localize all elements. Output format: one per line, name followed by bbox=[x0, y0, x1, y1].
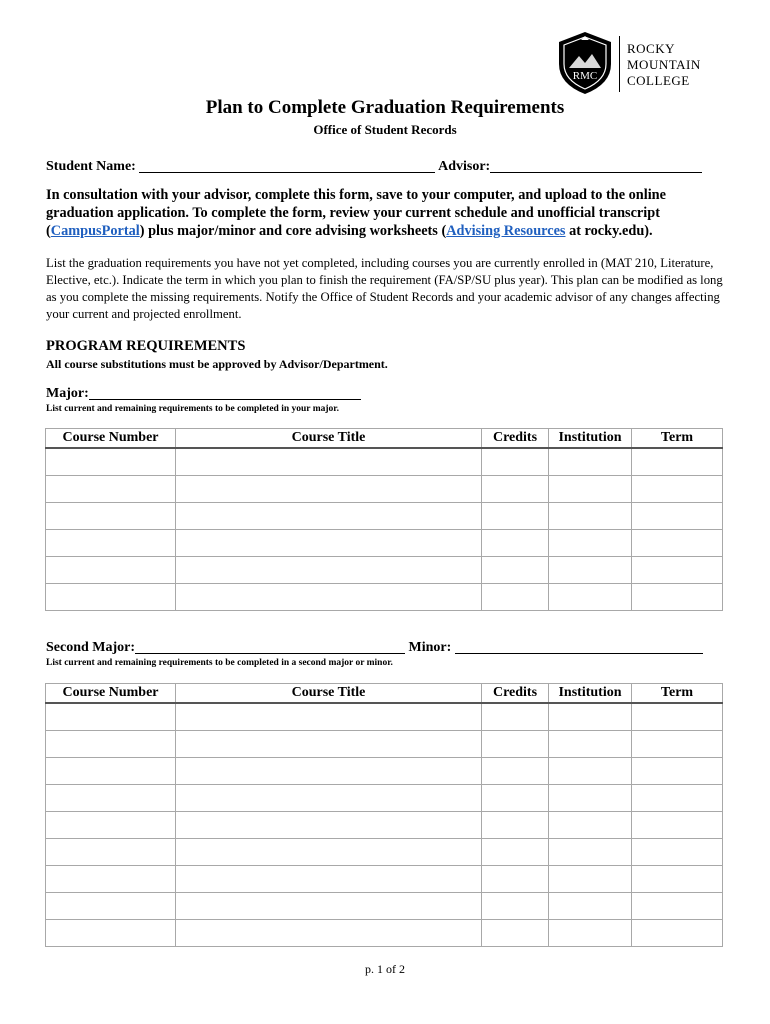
cell-credits[interactable] bbox=[482, 476, 549, 503]
cell-term[interactable] bbox=[632, 839, 723, 866]
table-header-row bbox=[46, 684, 723, 704]
program-requirements-heading: PROGRAM REQUIREMENTS bbox=[46, 338, 246, 354]
svg-text:RMC: RMC bbox=[572, 70, 598, 82]
table-row bbox=[46, 785, 723, 812]
table-row bbox=[46, 476, 723, 503]
cell-course-title[interactable] bbox=[176, 584, 482, 611]
cell-course-title[interactable] bbox=[176, 448, 482, 476]
cell-credits[interactable] bbox=[482, 893, 549, 920]
cell-course-title[interactable] bbox=[176, 893, 482, 920]
cell-course-title[interactable] bbox=[176, 476, 482, 503]
cell-institution[interactable] bbox=[549, 557, 632, 584]
cell-institution[interactable] bbox=[549, 920, 632, 947]
cell-institution[interactable] bbox=[549, 448, 632, 476]
cell-institution[interactable] bbox=[549, 503, 632, 530]
cell-credits[interactable] bbox=[482, 448, 549, 476]
table-row bbox=[46, 731, 723, 758]
consultation-text-1: In consultation with your advisor, complete this form, save to your computer, and upload to the online graduation application. To complete the form, review your current schedule and unofficial transcript ( bbox=[46, 187, 666, 239]
cell-course-number[interactable] bbox=[46, 530, 176, 557]
cell-term[interactable] bbox=[632, 584, 723, 611]
cell-course-title[interactable] bbox=[176, 731, 482, 758]
cell-credits[interactable] bbox=[482, 920, 549, 947]
cell-course-number[interactable] bbox=[46, 584, 176, 611]
cell-credits[interactable] bbox=[482, 731, 549, 758]
cell-institution[interactable] bbox=[549, 476, 632, 503]
table-row bbox=[46, 812, 723, 839]
column-header-course-title: Course Title bbox=[176, 684, 482, 704]
cell-course-number[interactable] bbox=[46, 448, 176, 476]
logo-text-line2: MOUNTAIN bbox=[627, 57, 701, 72]
cell-institution[interactable] bbox=[549, 839, 632, 866]
advising-resources-link[interactable]: Advising Resources bbox=[446, 223, 566, 239]
cell-course-number[interactable] bbox=[46, 758, 176, 785]
cell-course-number[interactable] bbox=[46, 866, 176, 893]
column-header-credits: Credits bbox=[482, 429, 549, 449]
consultation-text-3: at rocky.edu). bbox=[565, 223, 653, 239]
table-row bbox=[46, 557, 723, 584]
student-advisor-line bbox=[46, 158, 702, 175]
cell-term[interactable] bbox=[632, 476, 723, 503]
page-number: p. 1 of 2 bbox=[365, 962, 405, 976]
second-table-body bbox=[46, 703, 723, 947]
cell-course-title[interactable] bbox=[176, 503, 482, 530]
table-row bbox=[46, 893, 723, 920]
cell-term[interactable] bbox=[632, 758, 723, 785]
cell-credits[interactable] bbox=[482, 584, 549, 611]
advisor-label: Advisor: bbox=[438, 159, 491, 174]
cell-course-title[interactable] bbox=[176, 703, 482, 731]
cell-course-number[interactable] bbox=[46, 785, 176, 812]
cell-term[interactable] bbox=[632, 812, 723, 839]
column-header-term: Term bbox=[632, 684, 723, 704]
cell-term[interactable] bbox=[632, 503, 723, 530]
second-major-minor-line bbox=[46, 639, 703, 656]
cell-term[interactable] bbox=[632, 893, 723, 920]
table-row bbox=[46, 839, 723, 866]
cell-course-number[interactable] bbox=[46, 503, 176, 530]
cell-course-number[interactable] bbox=[46, 893, 176, 920]
cell-institution[interactable] bbox=[549, 731, 632, 758]
cell-course-title[interactable] bbox=[176, 785, 482, 812]
consultation-instructions bbox=[46, 186, 726, 240]
cell-credits[interactable] bbox=[482, 785, 549, 812]
campusportal-link[interactable]: CampusPortal bbox=[50, 223, 140, 239]
column-header-credits: Credits bbox=[482, 684, 549, 704]
major-field[interactable] bbox=[89, 385, 361, 400]
major-table-body bbox=[46, 448, 723, 611]
cell-credits[interactable] bbox=[482, 703, 549, 731]
column-header-course-number: Course Number bbox=[46, 684, 176, 704]
table-row bbox=[46, 503, 723, 530]
college-logo bbox=[555, 30, 705, 96]
cell-credits[interactable] bbox=[482, 812, 549, 839]
table-row bbox=[46, 703, 723, 731]
cell-institution[interactable] bbox=[549, 530, 632, 557]
cell-term[interactable] bbox=[632, 785, 723, 812]
cell-term[interactable] bbox=[632, 731, 723, 758]
minor-label: Minor: bbox=[408, 640, 452, 655]
second-major-field[interactable] bbox=[135, 639, 405, 654]
table-row bbox=[46, 866, 723, 893]
list-instructions: List the graduation requirements you have not yet completed, including courses you are currently enrolled in (MAT 210, Literature, Elective, etc.). Indicate the term in which you plan to finish the requirement (FA/SP/SU plus year). This plan can be modified as long as you complete the missing requirements. Notify the Office of Student Records and your academic advisor of any changes affecting your current and projected enrollment. bbox=[46, 256, 723, 321]
cell-course-number[interactable] bbox=[46, 839, 176, 866]
cell-institution[interactable] bbox=[549, 758, 632, 785]
cell-term[interactable] bbox=[632, 703, 723, 731]
table-row bbox=[46, 584, 723, 611]
cell-term[interactable] bbox=[632, 448, 723, 476]
cell-credits[interactable] bbox=[482, 530, 549, 557]
minor-field[interactable] bbox=[455, 639, 703, 654]
consultation-text-2: ) plus major/minor and core advising worksheets ( bbox=[139, 223, 447, 239]
cell-course-title[interactable] bbox=[176, 920, 482, 947]
cell-course-title[interactable] bbox=[176, 557, 482, 584]
second-major-note: List current and remaining requirements to be completed in a second major or minor. bbox=[46, 658, 393, 668]
major-label: Major: bbox=[46, 386, 89, 401]
cell-course-number[interactable] bbox=[46, 812, 176, 839]
cell-course-title[interactable] bbox=[176, 758, 482, 785]
logo-text-line3: COLLEGE bbox=[627, 73, 690, 88]
cell-institution[interactable] bbox=[549, 785, 632, 812]
cell-term[interactable] bbox=[632, 530, 723, 557]
column-header-institution: Institution bbox=[549, 429, 632, 449]
program-requirements-subheading: All course substitutions must be approved by Advisor/Department. bbox=[46, 357, 388, 371]
cell-term[interactable] bbox=[632, 557, 723, 584]
student-name-field[interactable] bbox=[139, 158, 435, 173]
cell-credits[interactable] bbox=[482, 503, 549, 530]
cell-course-number[interactable] bbox=[46, 703, 176, 731]
cell-credits[interactable] bbox=[482, 758, 549, 785]
page-subtitle: Office of Student Records bbox=[313, 122, 457, 137]
table-row bbox=[46, 758, 723, 785]
major-requirements-table bbox=[45, 428, 723, 611]
cell-course-title[interactable] bbox=[176, 839, 482, 866]
shield-crest-icon bbox=[555, 30, 615, 96]
cell-course-title[interactable] bbox=[176, 812, 482, 839]
column-header-term: Term bbox=[632, 429, 723, 449]
cell-institution[interactable] bbox=[549, 703, 632, 731]
cell-institution[interactable] bbox=[549, 866, 632, 893]
cell-credits[interactable] bbox=[482, 866, 549, 893]
major-note: List current and remaining requirements to be completed in your major. bbox=[46, 404, 339, 414]
major-line bbox=[46, 385, 361, 402]
cell-institution[interactable] bbox=[549, 584, 632, 611]
cell-term[interactable] bbox=[632, 866, 723, 893]
cell-course-number[interactable] bbox=[46, 476, 176, 503]
cell-institution[interactable] bbox=[549, 812, 632, 839]
cell-credits[interactable] bbox=[482, 557, 549, 584]
cell-term[interactable] bbox=[632, 920, 723, 947]
column-header-course-number: Course Number bbox=[46, 429, 176, 449]
student-name-label: Student Name: bbox=[46, 159, 136, 174]
table-row bbox=[46, 920, 723, 947]
table-row bbox=[46, 530, 723, 557]
logo-text-line1: ROCKY bbox=[627, 41, 676, 56]
cell-course-title[interactable] bbox=[176, 866, 482, 893]
page-title: Plan to Complete Graduation Requirements bbox=[205, 97, 565, 118]
cell-course-number[interactable] bbox=[46, 557, 176, 584]
cell-institution[interactable] bbox=[549, 893, 632, 920]
table-row bbox=[46, 448, 723, 476]
second-major-label: Second Major: bbox=[46, 640, 136, 655]
second-major-requirements-table bbox=[45, 683, 723, 947]
cell-course-number[interactable] bbox=[46, 731, 176, 758]
table-header-row bbox=[46, 429, 723, 449]
column-header-institution: Institution bbox=[549, 684, 632, 704]
column-header-course-title: Course Title bbox=[176, 429, 482, 449]
logo-divider bbox=[619, 36, 620, 92]
advisor-field[interactable] bbox=[490, 158, 702, 173]
cell-course-title[interactable] bbox=[176, 530, 482, 557]
cell-credits[interactable] bbox=[482, 839, 549, 866]
cell-course-number[interactable] bbox=[46, 920, 176, 947]
